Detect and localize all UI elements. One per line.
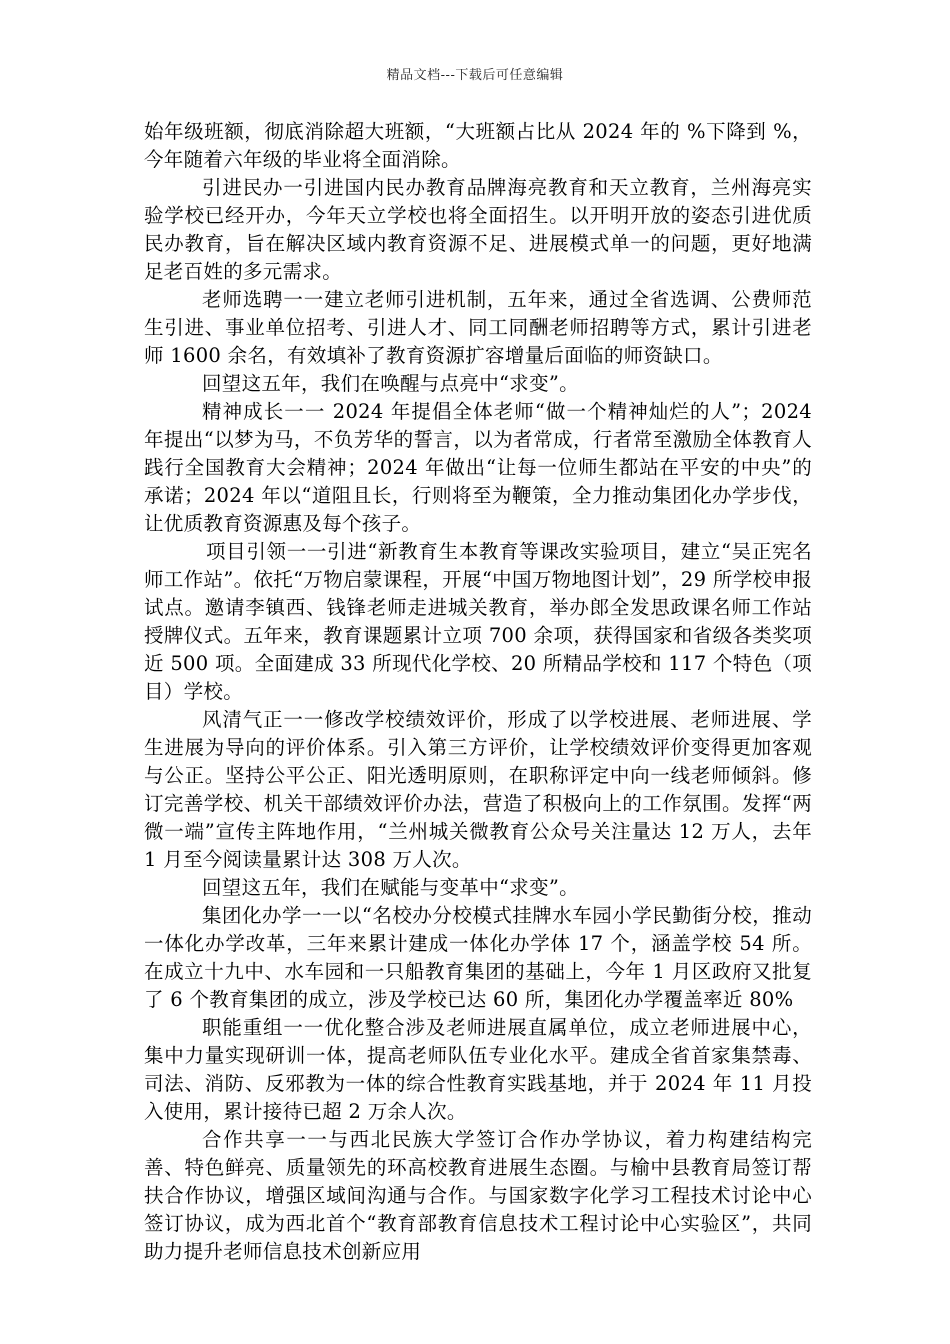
paragraph: 合作共享一一与西北民族大学签订合作办学协议，着力构建结构完善、特色鲜亮、质量领先的环高校教育进展生态圈。与榆中县教育局签订帮扶合作协议，增强区域间沟通与合作。与国家数字化学习工程技术讨论中心签订协议，成为西北首个“教育部教育信息技术工程讨论中心实验区”，共同助力提升老师信息技术创新应用 (144, 1128, 812, 1263)
paragraph: 集团化办学一一以“名校办分校模式挂牌水车园小学民勤街分校，推动一体化办学改革，三年来累计建成一体化办学体 17 个，涵盖学校 54 所。在成立十九中、水车园和一只船教育集团的基础上，今年 1 月区政府又批复了 6 个教育集团的成立，涉及学校已达 60 所，集团化办学覆盖率近 80% (144, 904, 812, 1011)
page-header: 精品文档---下载后可任意编辑 (386, 68, 564, 83)
paragraph: 回望这五年，我们在赋能与变革中“求变”。 (202, 876, 579, 899)
paragraph: 老师选聘一一建立老师引进机制，五年来，通过全省选调、公费师范生引进、事业单位招考、引进人才、同工同酬老师招聘等方式，累计引进老师 1600 余名，有效填补了教育资源扩容增量后面临的师资缺口。 (144, 288, 812, 367)
document-body (144, 118, 812, 1266)
paragraph: 精神成长一一 2024 年提倡全体老师“做一个精神灿烂的人”；2024 年提出“以梦为马，不负芳华的誓言，以为者常成，行者常至激励全体教育人践行全国教育大会精神；2024 年做出“让每一位师生都站在平安的中央”的承诺；2024 年以“道阻且长，行则将至为鞭策，全力推动集团化办学步伐，让优质教育资源惠及每个孩子。 (144, 400, 812, 535)
paragraph: 风清气正一一修改学校绩效评价，形成了以学校进展、老师进展、学生进展为导向的评价体系。引入第三方评价，让学校绩效评价变得更加客观与公正。坚持公平公正、阳光透明原则，在职称评定中向一线老师倾斜。修订完善学校、机关干部绩效评价办法，营造了积极向上的工作氛围。发挥“两微一端”宣传主阵地作用，“兰州城关微教育公众号关注量达 12 万人，去年 1 月至今阅读量累计达 308 万人次。 (144, 708, 812, 871)
paragraph: 引进民办一引进国内民办教育品牌海亮教育和天立教育，兰州海亮实验学校已经开办，今年天立学校也将全面招生。以开明开放的姿态引进优质民办教育，旨在解决区域内教育资源不足、进展模式单一的问题，更好地满足老百姓的多元需求。 (144, 176, 812, 283)
paragraph: 项目引领一一引进“新教育生本教育等课改实验项目，建立“吴正宪名师工作站”。依托“万物启蒙课程，开展“中国万物地图计划”，29 所学校申报试点。邀请李镇西、钱锋老师走进城关教育，举办郎全发思政课名师工作站授牌仪式。五年来，教育课题累计立项 700 余项，获得国家和省级各类奖项近 500 项。全面建成 33 所现代化学校、20 所精品学校和 117 个特色（项目）学校。 (144, 540, 812, 703)
paragraph: 职能重组一一优化整合涉及老师进展直属单位，成立老师进展中心，集中力量实现研训一体，提高老师队伍专业化水平。建成全省首家集禁毒、司法、消防、反邪教为一体的综合性教育实践基地，并于 2024 年 11 月投入使用，累计接待已超 2 万余人次。 (144, 1016, 812, 1123)
paragraph: 始年级班额，彻底消除超大班额，“大班额占比从 2024 年的 %下降到 %，今年随着六年级的毕业将全面消除。 (144, 120, 812, 171)
paragraph: 回望这五年，我们在唤醒与点亮中“求变”。 (202, 372, 579, 395)
